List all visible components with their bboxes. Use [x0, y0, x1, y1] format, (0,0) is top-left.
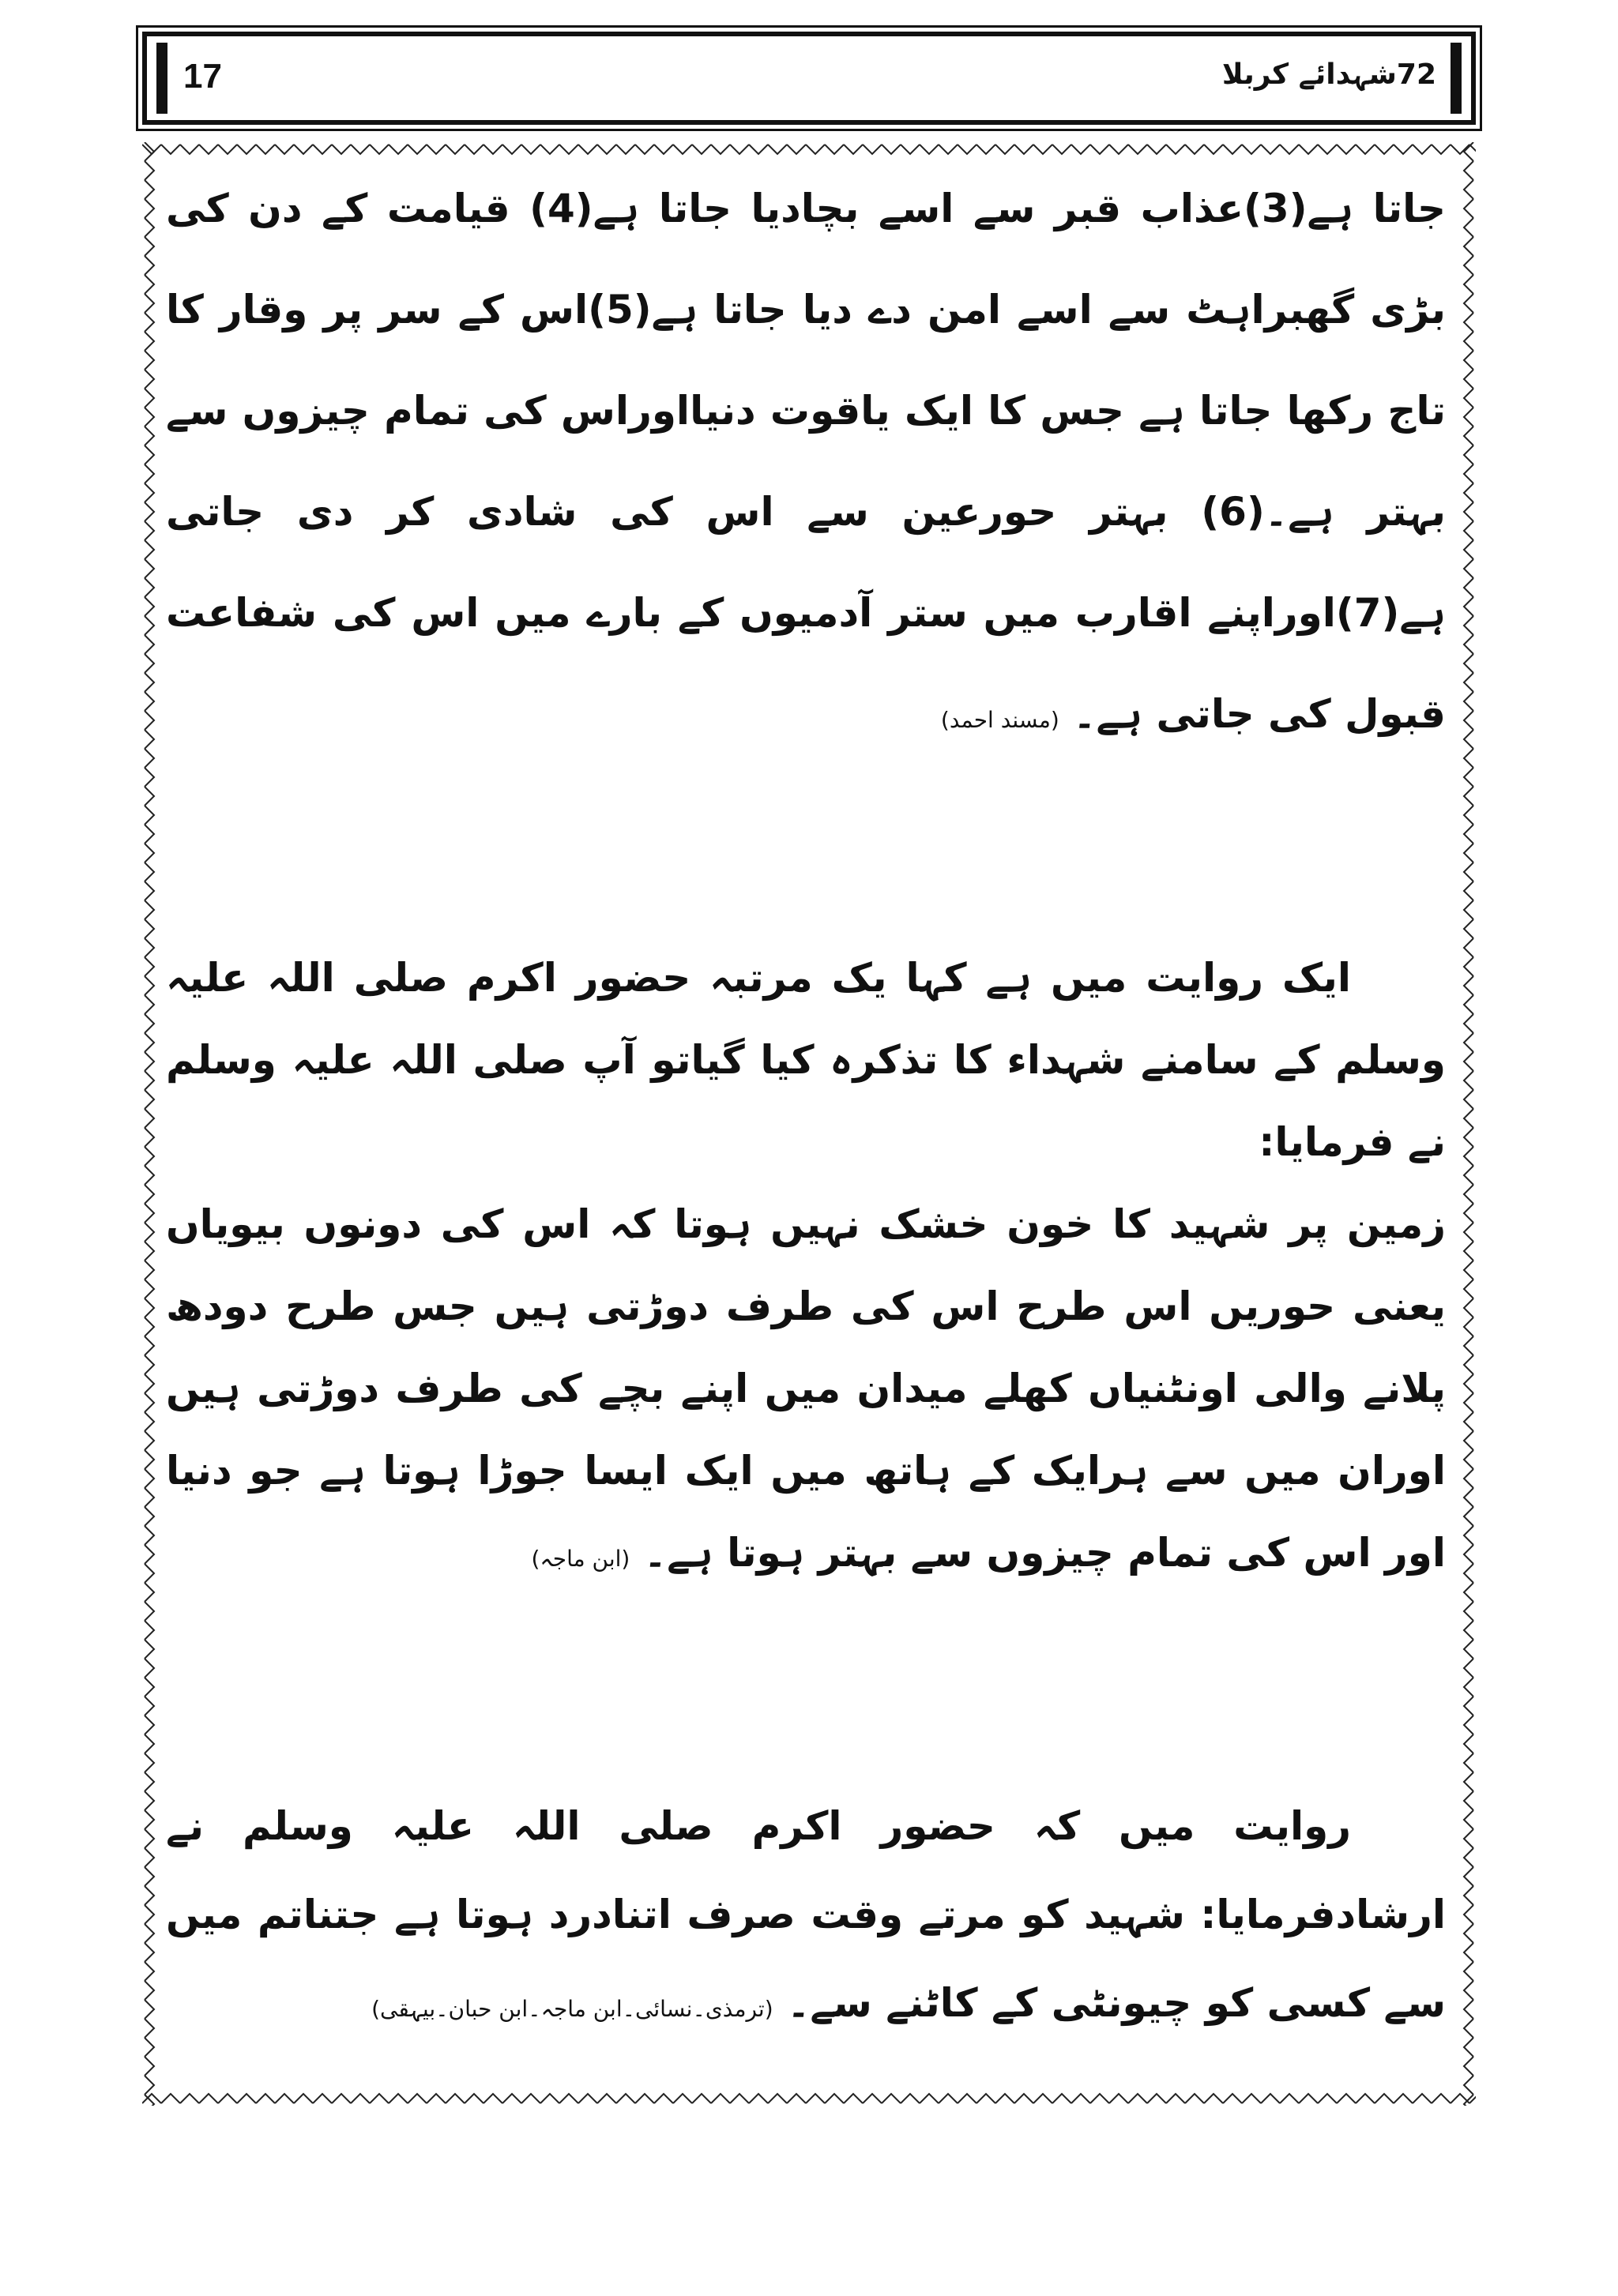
paragraph-2-reference: (ابن ماجہ) — [531, 1546, 630, 1572]
paragraph-3-text: روایت میں کہ حضور اکرم صلی اللہ علیہ وسلم نے ارشادفرمایا: شہید کو مرتے وقت صرف اتنادرد ہوتا ہے جتناتم میں سے کسی کو چیونٹی کے کاٹنے سے۔ — [166, 1803, 1446, 2026]
border-top-ornament — [142, 142, 1476, 156]
border-bottom-ornament — [142, 2091, 1476, 2106]
paragraph-3-reference: (ترمذی۔نسائی۔ابن ماجہ۔ابن حبان۔بیہقی) — [371, 1996, 773, 2022]
paragraph-2 — [166, 937, 1446, 1600]
border-left-ornament — [142, 142, 156, 2106]
border-right-ornament — [1462, 142, 1476, 2106]
paragraph-3 — [166, 1782, 1446, 2054]
paragraph-1 — [166, 158, 1446, 771]
paragraph-2-intro: ایک روایت میں ہے کہا یک مرتبہ حضور اکرم صلی اللہ علیہ وسلم کے سامنے شہداء کا تذکرہ کیا گیاتو آپ صلی اللہ علیہ وسلم نے فرمایا: — [166, 955, 1446, 1165]
page-number: 17 — [183, 57, 222, 96]
page-content — [166, 158, 1446, 2077]
book-title: 72شہدائے کربلا — [1221, 58, 1436, 91]
paragraph-2-text: زمین پر شہید کا خون خشک نہیں ہوتا کہ اس کی دونوں بیویاں یعنی حوریں اس طرح اس کی طرف دوڑتی ہیں جس طرح دودھ پلانے والی اونٹنیاں کھلے میدان میں اپنے بچے کی طرف دوڑتی ہیں اوران میں سے ہرایک کے ہاتھ میں ایک ایسا جوڑا ہوتا ہے جو دنیا اور اس کی تمام چیزوں سے بہتر ہوتا ہے۔ — [166, 1201, 1446, 1576]
page-header — [142, 32, 1476, 125]
header-right-bar — [1451, 43, 1462, 114]
header-left-bar — [156, 43, 167, 114]
paragraph-1-text: جاتا ہے(3)عذاب قبر سے اسے بچادیا جاتا ہے(4) قیامت کے دن کی بڑی گھبراہٹ سے اسے امن دے دیا جاتا ہے(5)اس کے سر پر وقار کا تاج رکھا جاتا ہے جس کا ایک یاقوت دنیااوراس کی تمام چیزوں سے بہتر ہے۔(6) بہتر حورعین سے اس کی شادی کر دی جاتی ہے(7)اوراپنے اقارب میں ستر آدمیوں کے بارے میں اس کی شفاعت قبول کی جاتی ہے۔ — [166, 186, 1446, 737]
paragraph-1-reference: (مسند احمد) — [940, 707, 1059, 733]
